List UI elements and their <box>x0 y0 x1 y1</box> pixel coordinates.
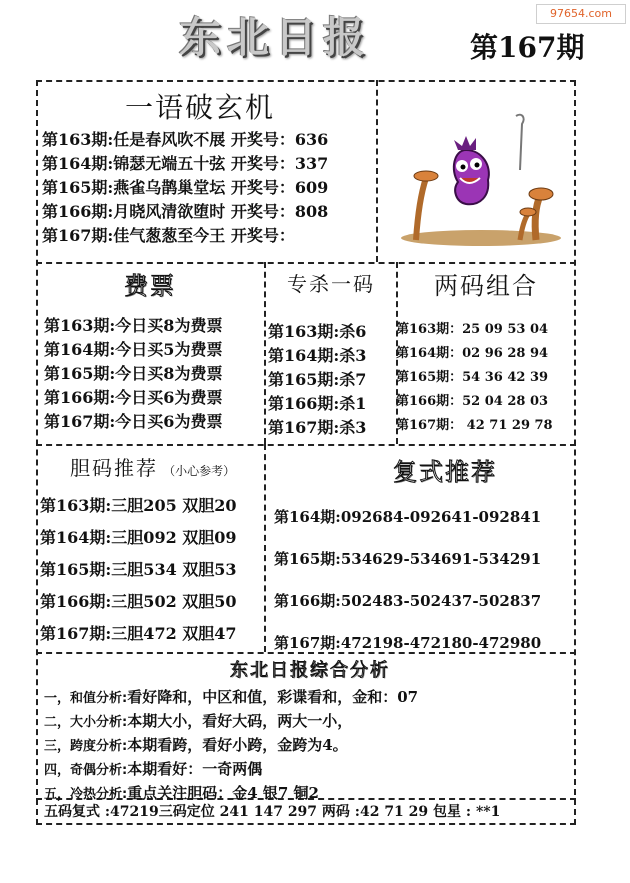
feipiao-list <box>44 314 222 434</box>
analysis-text: 本期大小，看好大码，两大一小， <box>127 712 353 730</box>
two-code-list <box>396 318 553 438</box>
riddle-row: 第164期:锦瑟无端五十弦 开奖号：337 <box>42 154 329 173</box>
feipiao-row: 第163期:今日买8为费票 <box>44 316 223 335</box>
danma-note: （小心参考） <box>163 464 236 478</box>
issue-number: 第167期 <box>470 31 585 64</box>
kill-one-row: 第166期:杀1 <box>268 394 367 413</box>
analysis-tag: 五，冷热分析: <box>44 787 128 802</box>
analysis-list <box>44 686 418 806</box>
mushroom-cap <box>414 171 438 181</box>
analysis-row <box>44 710 418 734</box>
fushi-list <box>274 496 541 664</box>
feipiao-title: 费票 <box>124 272 176 300</box>
mushroom-stem <box>416 178 426 240</box>
riddle-list <box>42 128 328 248</box>
divider-danma-right <box>264 444 266 652</box>
feipiao-row: 第164期:今日买5为费票 <box>44 340 223 359</box>
analysis-title: 东北日报综合分析 <box>230 660 390 681</box>
danma-title: 胆码推荐 <box>70 456 158 480</box>
kill-one-row: 第164期:杀3 <box>268 346 367 365</box>
fushi-title: 复式推荐 <box>393 458 497 486</box>
analysis-tag: 三，跨度分析: <box>44 739 128 754</box>
danma-row: 第164期:三胆092 双胆09 <box>40 528 237 547</box>
fushi-row: 第166期:502483-502437-502837 <box>274 592 542 610</box>
smoke-line <box>516 115 524 170</box>
riddle-row: 第165期:燕雀乌鹊巢堂坛 开奖号：609 <box>42 178 329 197</box>
danma-row: 第166期:三胆502 双胆50 <box>40 592 237 611</box>
riddle-row: 第163期:任是春风吹不展 开奖号：636 <box>42 130 329 149</box>
two-code-title: 两码组合 <box>434 272 538 300</box>
analysis-tag: 一，和值分析: <box>44 691 128 706</box>
newspaper-title: 东北日报 <box>178 13 371 62</box>
two-code-row: 第166期：52 04 28 03 <box>396 394 549 409</box>
danma-list <box>40 490 237 650</box>
divider-middle <box>36 444 576 446</box>
analysis-row <box>44 686 418 710</box>
analysis-text: 看好降和，中区和值，彩谍看和，金和：07 <box>127 688 419 706</box>
kill-one-row: 第165期:杀7 <box>268 370 367 389</box>
kill-one-row: 第163期:杀6 <box>268 322 367 341</box>
monster-body <box>454 150 489 204</box>
monster-spikes <box>454 136 476 150</box>
danma-header <box>70 452 235 481</box>
analysis-tag: 四，奇偶分析: <box>44 763 128 778</box>
danma-row: 第167期:三胆472 双胆47 <box>40 624 237 643</box>
kill-one-row: 第167期:杀3 <box>268 418 367 437</box>
analysis-tag: 二，大小分析: <box>44 715 128 730</box>
analysis-row <box>44 758 418 782</box>
kill-one-title: 专杀一码 <box>287 272 375 296</box>
monster-pupil <box>461 165 466 170</box>
riddle-row: 第167期:佳气葱葱至今王 开奖号： <box>42 226 295 245</box>
divider-riddle-bottom <box>36 262 576 264</box>
fushi-row: 第167期:472198-472180-472980 <box>274 634 542 652</box>
analysis-text: 本期看好：一奇两偶 <box>127 760 263 778</box>
analysis-text: 本期看跨，看好小跨，金跨为4。 <box>127 736 348 754</box>
analysis-row <box>44 734 418 758</box>
analysis-footer: 五码复式 :47219三码定位 241 147 297 两码 :42 71 29 包星 : **1 <box>44 804 501 820</box>
two-code-row: 第164期：02 96 28 94 <box>396 346 549 361</box>
feipiao-row: 第165期:今日买8为费票 <box>44 364 223 383</box>
riddle-title: 一语破玄机 <box>124 91 275 124</box>
fushi-row: 第165期:534629-534691-534291 <box>274 550 542 568</box>
riddle-row: 第166期:月晓风清欲堕时 开奖号：808 <box>42 202 329 221</box>
feipiao-row: 第167期:今日买6为费票 <box>44 412 223 431</box>
site-watermark: 97654.com <box>536 4 626 24</box>
mushroom-cap <box>529 188 553 200</box>
cartoon-illustration <box>396 110 566 250</box>
divider-riddle-right <box>376 80 378 262</box>
danma-row: 第165期:三胆534 双胆53 <box>40 560 237 579</box>
mushroom-cap <box>520 208 536 216</box>
two-code-row: 第165期：54 36 42 39 <box>396 370 549 385</box>
monster-pupil <box>475 163 480 168</box>
kill-one-list <box>268 320 366 440</box>
two-code-row: 第163期：25 09 53 04 <box>396 322 549 337</box>
danma-row: 第163期:三胆205 双胆20 <box>40 496 237 515</box>
analysis-text: 重点关注胆码：金4 银7 铜2 <box>127 784 319 802</box>
feipiao-row: 第166期:今日买6为费票 <box>44 388 223 407</box>
two-code-row: 第167期： 42 71 29 78 <box>396 418 553 433</box>
fushi-row: 第164期:092684-092641-092841 <box>274 508 542 526</box>
